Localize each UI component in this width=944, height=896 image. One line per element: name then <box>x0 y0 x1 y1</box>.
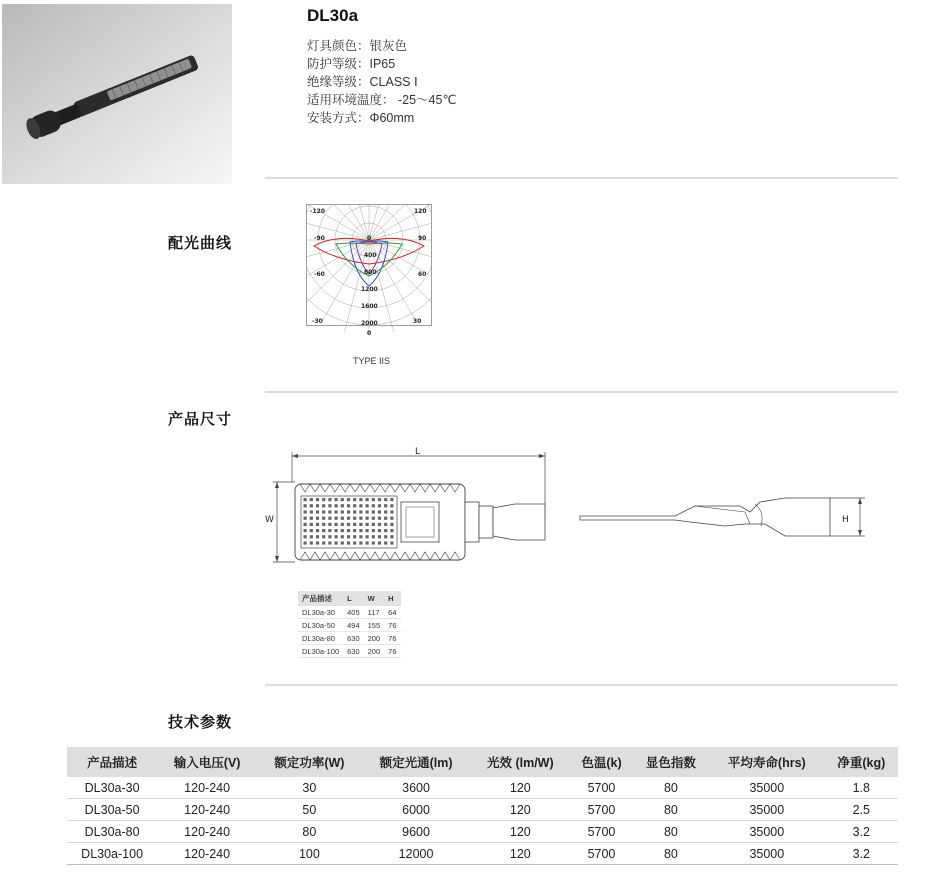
table-cell: 120-240 <box>157 821 257 843</box>
led-chip <box>341 535 344 538</box>
header-cell: 显色指数 <box>633 747 709 777</box>
table-cell: DL30a-100 <box>67 843 157 865</box>
led-chip <box>372 504 375 507</box>
table-row <box>298 606 401 619</box>
led-chip <box>316 529 319 532</box>
led-chip <box>322 517 325 520</box>
led-chip <box>310 504 313 507</box>
polar-light-distribution-diagram <box>306 204 432 338</box>
led-chip <box>378 529 381 532</box>
table-cell: 200 <box>364 632 385 645</box>
side-view-drawing <box>575 490 875 550</box>
led-chip <box>384 541 387 544</box>
led-chip <box>341 541 344 544</box>
product-photo <box>2 4 232 184</box>
table-cell: 9600 <box>362 821 471 843</box>
led-chip <box>316 523 319 526</box>
header-cell: W <box>364 591 385 606</box>
led-chip <box>359 498 362 501</box>
led-chip <box>384 523 387 526</box>
dimension-table <box>298 591 401 658</box>
table-cell: 155 <box>364 619 385 632</box>
led-chip <box>366 504 369 507</box>
table-row <box>67 821 898 843</box>
led-chip <box>304 498 307 501</box>
angle-label: -30 <box>312 318 323 325</box>
led-chip <box>335 529 338 532</box>
table-cell: 3.2 <box>825 821 898 843</box>
led-chip <box>328 529 331 532</box>
top-view-drawing <box>265 444 555 574</box>
table-cell: DL30a-80 <box>67 821 157 843</box>
length-label: L <box>415 447 421 457</box>
header-cell: 输入电压(V) <box>157 747 257 777</box>
led-chip <box>384 529 387 532</box>
led-chip <box>353 535 356 538</box>
angle-label: -120 <box>310 208 326 215</box>
product-model-title: DL30a <box>307 6 359 25</box>
section-title-light-distribution: 配光曲线 <box>168 235 233 252</box>
section-title-technical-params: 技术参数 <box>168 714 233 731</box>
led-chip <box>353 529 356 532</box>
angle-label: -60 <box>314 271 325 278</box>
table-row <box>67 777 898 799</box>
led-chip <box>353 510 356 513</box>
table-cell: 3600 <box>362 777 471 799</box>
radial-label: 800 <box>364 269 377 276</box>
led-chip <box>304 510 307 513</box>
led-chip <box>366 529 369 532</box>
led-chip <box>322 529 325 532</box>
led-chip <box>390 535 393 538</box>
angle-label: 0 <box>367 330 372 337</box>
table-cell: 120-240 <box>157 777 257 799</box>
led-chip <box>384 517 387 520</box>
angle-label: 0 <box>367 235 372 242</box>
led-chip <box>372 535 375 538</box>
table-cell: 80 <box>257 821 362 843</box>
led-chip <box>322 535 325 538</box>
table-cell: 80 <box>633 843 709 865</box>
led-chip <box>372 541 375 544</box>
header-cell: 额定光通(lm) <box>362 747 471 777</box>
table-cell: 5700 <box>570 821 633 843</box>
led-chip <box>366 510 369 513</box>
table-cell: 1.8 <box>825 777 898 799</box>
led-chip <box>359 504 362 507</box>
radial-label: 1200 <box>361 286 378 293</box>
led-chip <box>341 498 344 501</box>
led-chip <box>372 529 375 532</box>
table-cell: 80 <box>633 799 709 821</box>
dimension-table-header <box>298 591 401 606</box>
led-chip <box>378 517 381 520</box>
led-chip <box>304 517 307 520</box>
spec-temperature: 适用环境温度： -25～45℃ <box>307 93 457 107</box>
led-chip <box>378 535 381 538</box>
led-chip <box>328 510 331 513</box>
led-chip <box>322 498 325 501</box>
led-chip <box>335 504 338 507</box>
led-chip <box>378 541 381 544</box>
led-chip <box>335 498 338 501</box>
table-cell: DL30a-30 <box>67 777 157 799</box>
table-cell: DL30a-30 <box>298 606 343 619</box>
led-chip <box>304 535 307 538</box>
table-cell: 405 <box>343 606 364 619</box>
led-chip <box>316 541 319 544</box>
header-cell: L <box>343 591 364 606</box>
radial-label: 1600 <box>361 303 378 310</box>
led-chip <box>335 510 338 513</box>
table-cell: 80 <box>633 821 709 843</box>
divider <box>265 684 898 686</box>
table-cell: 120 <box>470 843 570 865</box>
header-cell: 平均寿命(hrs) <box>709 747 825 777</box>
led-chip <box>384 535 387 538</box>
header-cell: 额定功率(W) <box>257 747 362 777</box>
led-chip <box>372 523 375 526</box>
led-chip <box>310 529 313 532</box>
led-chip <box>359 510 362 513</box>
table-cell: 76 <box>384 619 400 632</box>
led-chip <box>322 504 325 507</box>
led-chip <box>304 504 307 507</box>
divider <box>265 391 898 393</box>
led-chip <box>316 498 319 501</box>
led-chip <box>359 523 362 526</box>
header-cell: 产品描述 <box>67 747 157 777</box>
spec-insulation-class: 绝缘等级：CLASS Ⅰ <box>307 75 418 89</box>
height-label: H <box>842 515 849 525</box>
table-cell: 35000 <box>709 777 825 799</box>
led-chip <box>310 541 313 544</box>
table-cell: 494 <box>343 619 364 632</box>
led-chip <box>353 523 356 526</box>
angle-label: 120 <box>414 208 427 215</box>
led-chip <box>347 529 350 532</box>
led-chip <box>347 498 350 501</box>
led-chip <box>316 535 319 538</box>
led-chip <box>304 541 307 544</box>
led-chip <box>359 517 362 520</box>
led-chip <box>347 541 350 544</box>
angle-label: 30 <box>413 318 422 325</box>
led-chip <box>372 498 375 501</box>
led-chip <box>328 504 331 507</box>
led-chip <box>310 517 313 520</box>
header-cell: H <box>384 591 400 606</box>
table-cell: 5700 <box>570 843 633 865</box>
led-chip <box>372 517 375 520</box>
led-chip <box>316 517 319 520</box>
led-chip <box>384 510 387 513</box>
led-chip <box>378 510 381 513</box>
led-chip <box>304 529 307 532</box>
led-chip <box>322 523 325 526</box>
table-cell: 76 <box>384 645 400 658</box>
led-chip <box>366 535 369 538</box>
led-chip <box>328 498 331 501</box>
led-chip <box>353 541 356 544</box>
radial-label: 400 <box>364 252 377 259</box>
spec-ip-rating: 防护等级：IP65 <box>307 57 396 71</box>
table-cell: 630 <box>343 645 364 658</box>
led-chip <box>310 535 313 538</box>
led-chip <box>341 529 344 532</box>
table-cell: 117 <box>364 606 385 619</box>
led-chip <box>328 523 331 526</box>
led-chip <box>359 535 362 538</box>
header-cell: 产品描述 <box>298 591 343 606</box>
led-chip <box>372 510 375 513</box>
spec-color: 灯具颜色：银灰色 <box>307 39 408 53</box>
header-cell: 光效 (lm/W) <box>470 747 570 777</box>
led-chip <box>378 523 381 526</box>
led-chip <box>390 541 393 544</box>
technical-params-table <box>67 747 898 865</box>
led-chip <box>390 517 393 520</box>
table-cell: 120 <box>470 799 570 821</box>
led-chip <box>353 504 356 507</box>
led-chip <box>390 498 393 501</box>
led-chip <box>328 517 331 520</box>
led-chip <box>316 504 319 507</box>
table-cell: 100 <box>257 843 362 865</box>
table-cell: 3.2 <box>825 843 898 865</box>
led-chip <box>310 498 313 501</box>
angle-label: 90 <box>418 235 427 242</box>
table-cell: DL30a-50 <box>67 799 157 821</box>
led-chip <box>341 510 344 513</box>
led-chip <box>366 498 369 501</box>
table-cell: 630 <box>343 632 364 645</box>
table-cell: 5700 <box>570 777 633 799</box>
led-chip <box>347 504 350 507</box>
table-cell: DL30a-100 <box>298 645 343 658</box>
table-row <box>67 843 898 865</box>
table-cell: 50 <box>257 799 362 821</box>
table-cell: 6000 <box>362 799 471 821</box>
angle-label: 60 <box>418 271 427 278</box>
header-cell: 色温(k) <box>570 747 633 777</box>
led-chip <box>347 535 350 538</box>
led-chip <box>322 510 325 513</box>
table-cell: 5700 <box>570 799 633 821</box>
table-cell: 12000 <box>362 843 471 865</box>
table-cell: 120-240 <box>157 799 257 821</box>
led-chip <box>378 504 381 507</box>
led-chip <box>310 510 313 513</box>
polar-diagram-caption: TYPE IIS <box>353 356 391 366</box>
divider <box>265 177 898 179</box>
led-chip <box>347 517 350 520</box>
table-cell: DL30a-80 <box>298 632 343 645</box>
led-chip <box>328 541 331 544</box>
table-cell: 120 <box>470 821 570 843</box>
led-chip <box>328 535 331 538</box>
led-chip <box>316 510 319 513</box>
led-chip <box>335 517 338 520</box>
led-chip <box>359 541 362 544</box>
led-chip <box>341 523 344 526</box>
led-chip <box>347 510 350 513</box>
angle-label: -90 <box>314 235 325 242</box>
led-chip <box>366 523 369 526</box>
params-table-header <box>67 747 898 777</box>
led-chip <box>322 541 325 544</box>
led-chip <box>335 541 338 544</box>
table-cell: 30 <box>257 777 362 799</box>
led-chip <box>390 504 393 507</box>
radial-label: 2000 <box>361 320 378 327</box>
table-row <box>67 799 898 821</box>
led-chip <box>384 498 387 501</box>
table-cell: 120 <box>470 777 570 799</box>
table-cell: 80 <box>633 777 709 799</box>
led-chip <box>341 517 344 520</box>
led-chip <box>353 498 356 501</box>
table-cell: 76 <box>384 632 400 645</box>
led-chip <box>341 504 344 507</box>
led-chip <box>390 523 393 526</box>
table-cell: 2.5 <box>825 799 898 821</box>
led-chip <box>335 535 338 538</box>
table-row <box>298 632 401 645</box>
width-label: W <box>265 515 274 525</box>
table-cell: 120-240 <box>157 843 257 865</box>
table-row <box>298 619 401 632</box>
led-chip <box>390 510 393 513</box>
led-chip <box>384 504 387 507</box>
spec-list <box>307 37 456 127</box>
led-chip <box>347 523 350 526</box>
led-chip <box>304 523 307 526</box>
led-chip <box>366 541 369 544</box>
table-cell: 35000 <box>709 843 825 865</box>
table-cell: 64 <box>384 606 400 619</box>
table-row <box>298 645 401 658</box>
section-title-dimensions: 产品尺寸 <box>168 411 233 428</box>
led-chip <box>366 517 369 520</box>
table-cell: 35000 <box>709 821 825 843</box>
led-chip <box>353 517 356 520</box>
table-cell: DL30a-50 <box>298 619 343 632</box>
table-cell: 200 <box>364 645 385 658</box>
led-chip <box>390 529 393 532</box>
spec-mounting: 安装方式：Φ60mm <box>307 111 415 125</box>
led-chip <box>359 529 362 532</box>
led-chip <box>310 523 313 526</box>
led-chip <box>335 523 338 526</box>
table-cell: 35000 <box>709 799 825 821</box>
led-chip <box>378 498 381 501</box>
header-cell: 净重(kg) <box>825 747 898 777</box>
